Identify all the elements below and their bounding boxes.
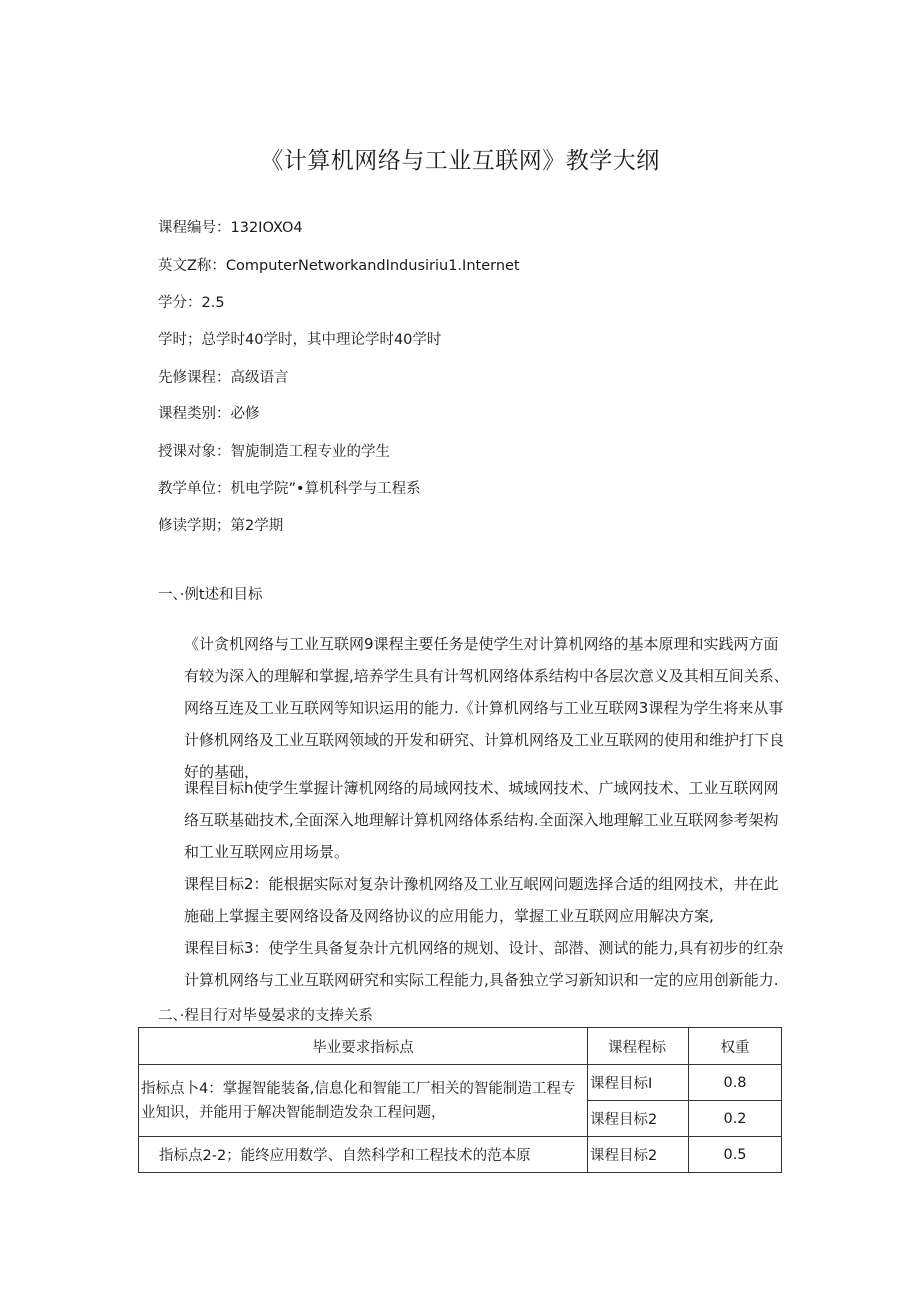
table-row — [139, 1065, 782, 1101]
requirement-cell: 指标点2-2；能终应用数学、自然科学和工程技术的范本原 — [139, 1137, 588, 1173]
meta-course-code: 课程编号：132IOXO4 — [158, 220, 303, 236]
meta-prerequisite: 先修课程：高级语言 — [158, 370, 289, 386]
goal-cell: 课程目标I — [588, 1065, 689, 1101]
header-requirement: 毕业要求指标点 — [139, 1028, 588, 1065]
table-header-row — [139, 1028, 782, 1065]
meta-english-name: 英文Z称：ComputerNetworkandIndusiriu1.Internet — [158, 258, 520, 274]
meta-unit: 教学单位：机电学院”•算机科学与工程系 — [158, 481, 421, 497]
meta-audience: 授课对象：智旎制造工程专业的学生 — [158, 444, 390, 460]
section2-heading: 二、·程目行对毕曼晏求的支捧关系 — [158, 1008, 373, 1024]
meta-hours: 学时；总学时40学时，其中理论学时40学时 — [158, 332, 442, 348]
meta-category: 课程类别：必修 — [158, 406, 260, 422]
goal-3: 课程目标3：使学生具备复杂计亢机网络的规划、设计、部潜、测试的能力,具有初步的红杂计算机网络与工业互联网研究和实际工程能力,具备独立学习新知识和一定的应用创新能力. — [184, 939, 784, 989]
section1-intro — [156, 628, 790, 788]
document-title: 《计算机网络与工业互联网》教学大纲 — [260, 148, 660, 174]
table-row — [139, 1137, 782, 1173]
goal-cell: 课程目标2 — [588, 1101, 689, 1137]
support-relation-table — [138, 1027, 782, 1173]
weight-cell: 0.5 — [689, 1137, 782, 1173]
requirement-cell: 指标点卜4：掌握智能装备,信息化和智能工厂相关的智能制造工程专业知识，并能用于解决智能制造发杂工程问题， — [139, 1065, 588, 1137]
meta-credits: 学分：2.5 — [158, 295, 225, 311]
meta-semester: 修读学期；第2学期 — [158, 518, 284, 534]
weight-cell: 0.8 — [689, 1065, 782, 1101]
weight-cell: 0.2 — [689, 1101, 782, 1137]
intro-paragraph: 《计贪机网络与工业互联网9课程主要任务是使学生对计算机网络的基本原理和实践两方面有较为深入的理解和掌握,培养学生具有计驾机网络体系结构中各层次意义及其相互间关系、网络互连及工业互联网等知识运用的能力.《计算机网络与工业互联网3课程为学生将来从事计修机网络及工业互联网领域的开发和研究、计算机网络及工业互联网的使用和维护打下良好的基础， — [184, 635, 789, 781]
section1-heading: 一、·例t述和目标 — [158, 587, 263, 603]
header-goal: 课程程标 — [588, 1028, 689, 1065]
course-goals — [156, 772, 790, 996]
goal-2: 课程目标2：能根据实际对复杂计豫机网络及工业互岷网问题选择合适的组网技术，井在此施础上掌握主要网络设备及网络协议的应用能力，掌握工业互联网应用解决方案, — [184, 875, 779, 925]
goal-1: 课程目标h使学生掌握计簿机网络的局域网技术、城域网技术、广域网技术、工业互联网网络互联基础技术,全面深入地理解计算机网络体系结构.全面深入地理解工业互联网参考架构和工业互联网应用场景。 — [184, 779, 779, 861]
goal-cell: 课程目标2 — [588, 1137, 689, 1173]
header-weight: 权重 — [689, 1028, 782, 1065]
